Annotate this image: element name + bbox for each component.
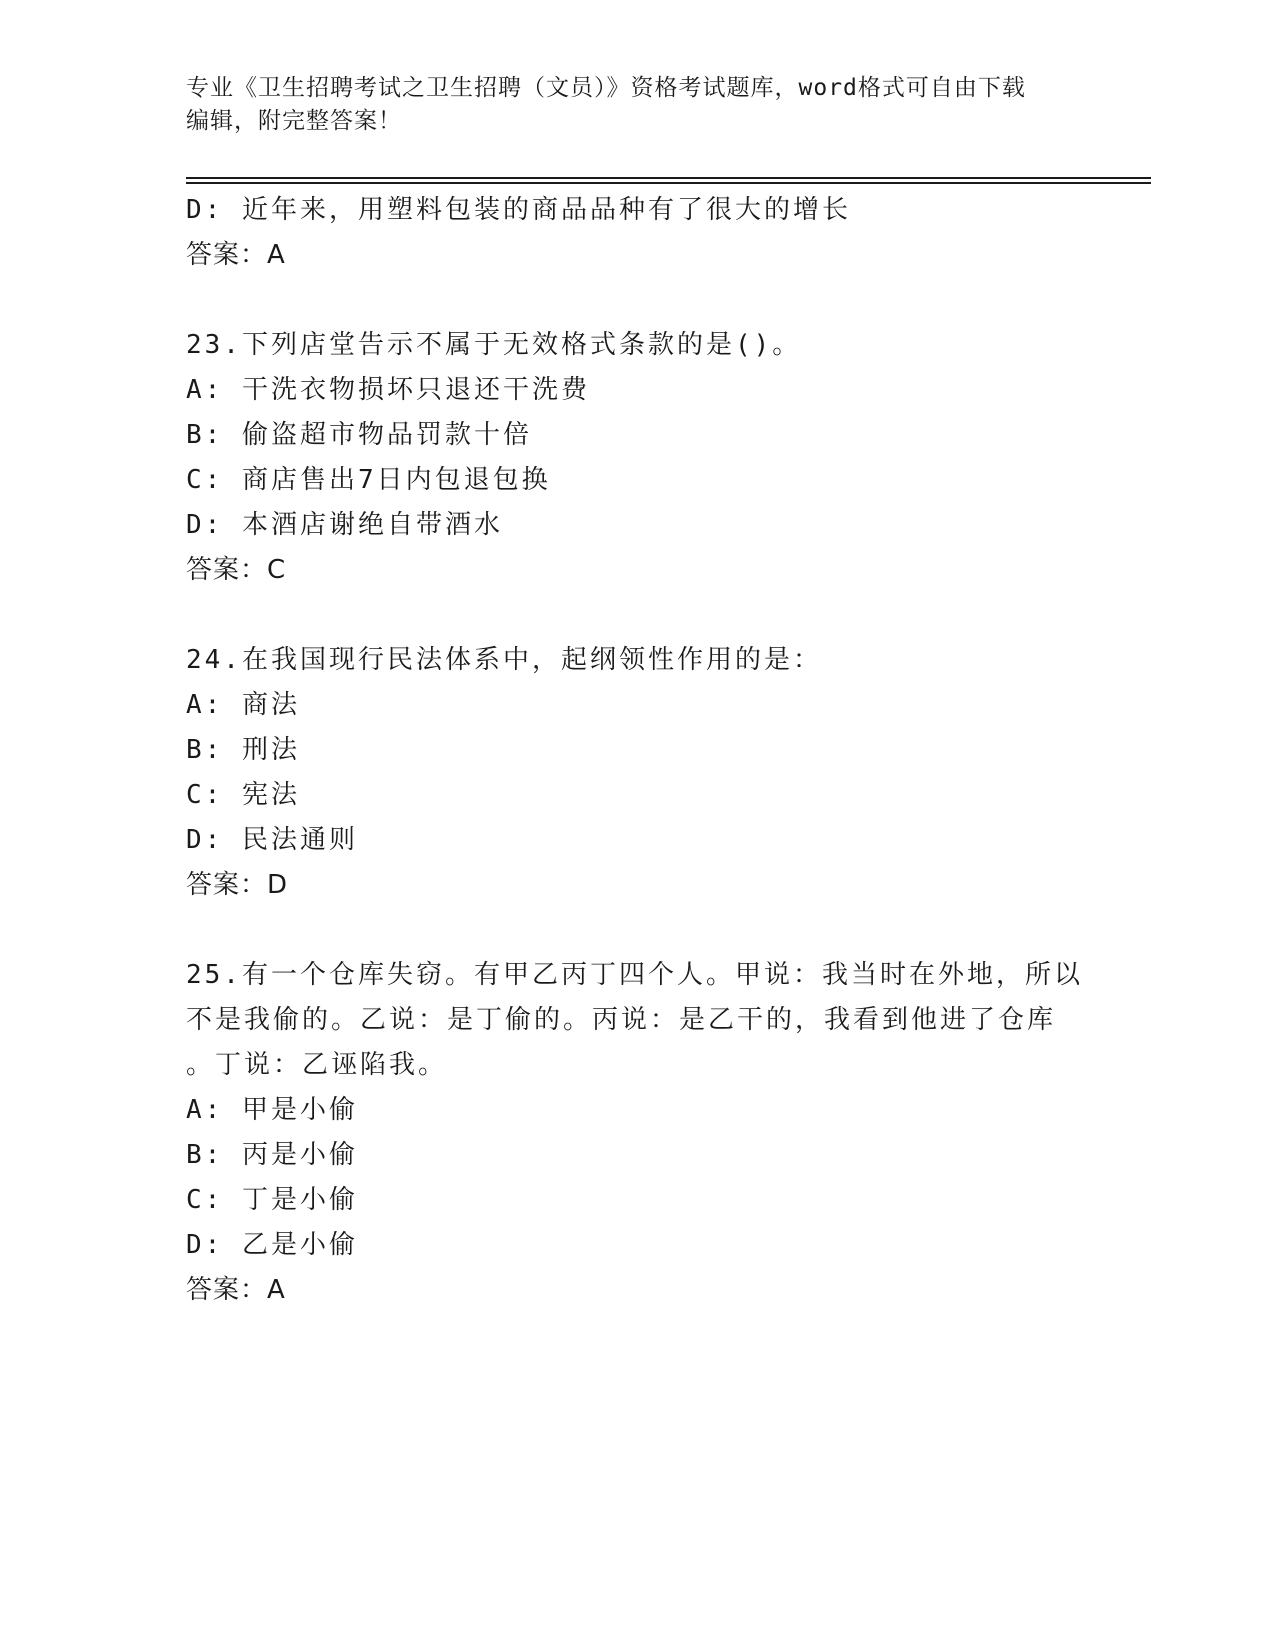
answer: 答案：D	[186, 870, 289, 900]
prev-question	[186, 188, 1086, 278]
header-line-2: 编辑，附完整答案！	[186, 108, 402, 134]
option-d: D: 民法通则	[186, 825, 358, 855]
header-rule-bottom	[186, 182, 1151, 184]
option-a: A: 商法	[186, 690, 300, 720]
question-stem	[186, 323, 1086, 368]
option-b: B: 刑法	[186, 735, 300, 765]
document-header	[186, 72, 1066, 138]
option-d: D: 近年来，用塑料包装的商品品种有了很大的增长	[186, 195, 851, 225]
spacer	[186, 278, 1086, 323]
document-body	[186, 188, 1086, 1313]
header-rule-top	[186, 177, 1151, 179]
question-25	[186, 953, 1086, 1313]
answer: 答案：A	[186, 240, 286, 270]
option-c: C: 丁是小偷	[186, 1185, 358, 1215]
question-24	[186, 638, 1086, 908]
option-d: D: 本酒店谢绝自带酒水	[186, 510, 503, 540]
option-b: B: 偷盗超市物品罚款十倍	[186, 420, 532, 450]
spacer	[186, 908, 1086, 953]
answer: 答案：A	[186, 1275, 286, 1305]
stem-line: 24.在我国现行民法体系中，起纲领性作用的是：	[186, 645, 822, 675]
option-c: C: 商店售出7日内包退包换	[186, 465, 551, 495]
question-stem	[186, 638, 1086, 683]
option-a: A: 干洗衣物损坏只退还干洗费	[186, 375, 590, 405]
answer: 答案：C	[186, 555, 287, 585]
option-c: C: 宪法	[186, 780, 300, 810]
question-23	[186, 323, 1086, 593]
stem-line: 23.下列店堂告示不属于无效格式条款的是()。	[186, 330, 802, 360]
question-stem	[186, 953, 1086, 1088]
stem-line: 不是我偷的。乙说：是丁偷的。丙说：是乙干的，我看到他进了仓库	[186, 1005, 1057, 1035]
header-line-1: 专业《卫生招聘考试之卫生招聘（文员）》资格考试题库，word格式可自由下载	[186, 75, 1026, 101]
option-d: D: 乙是小偷	[186, 1230, 358, 1260]
stem-line: 25.有一个仓库失窃。有甲乙丙丁四个人。甲说：我当时在外地，所以	[186, 960, 1083, 990]
stem-line: 。丁说：乙诬陷我。	[186, 1050, 448, 1080]
option-a: A: 甲是小偷	[186, 1095, 358, 1125]
option-b: B: 丙是小偷	[186, 1140, 358, 1170]
spacer	[186, 593, 1086, 638]
